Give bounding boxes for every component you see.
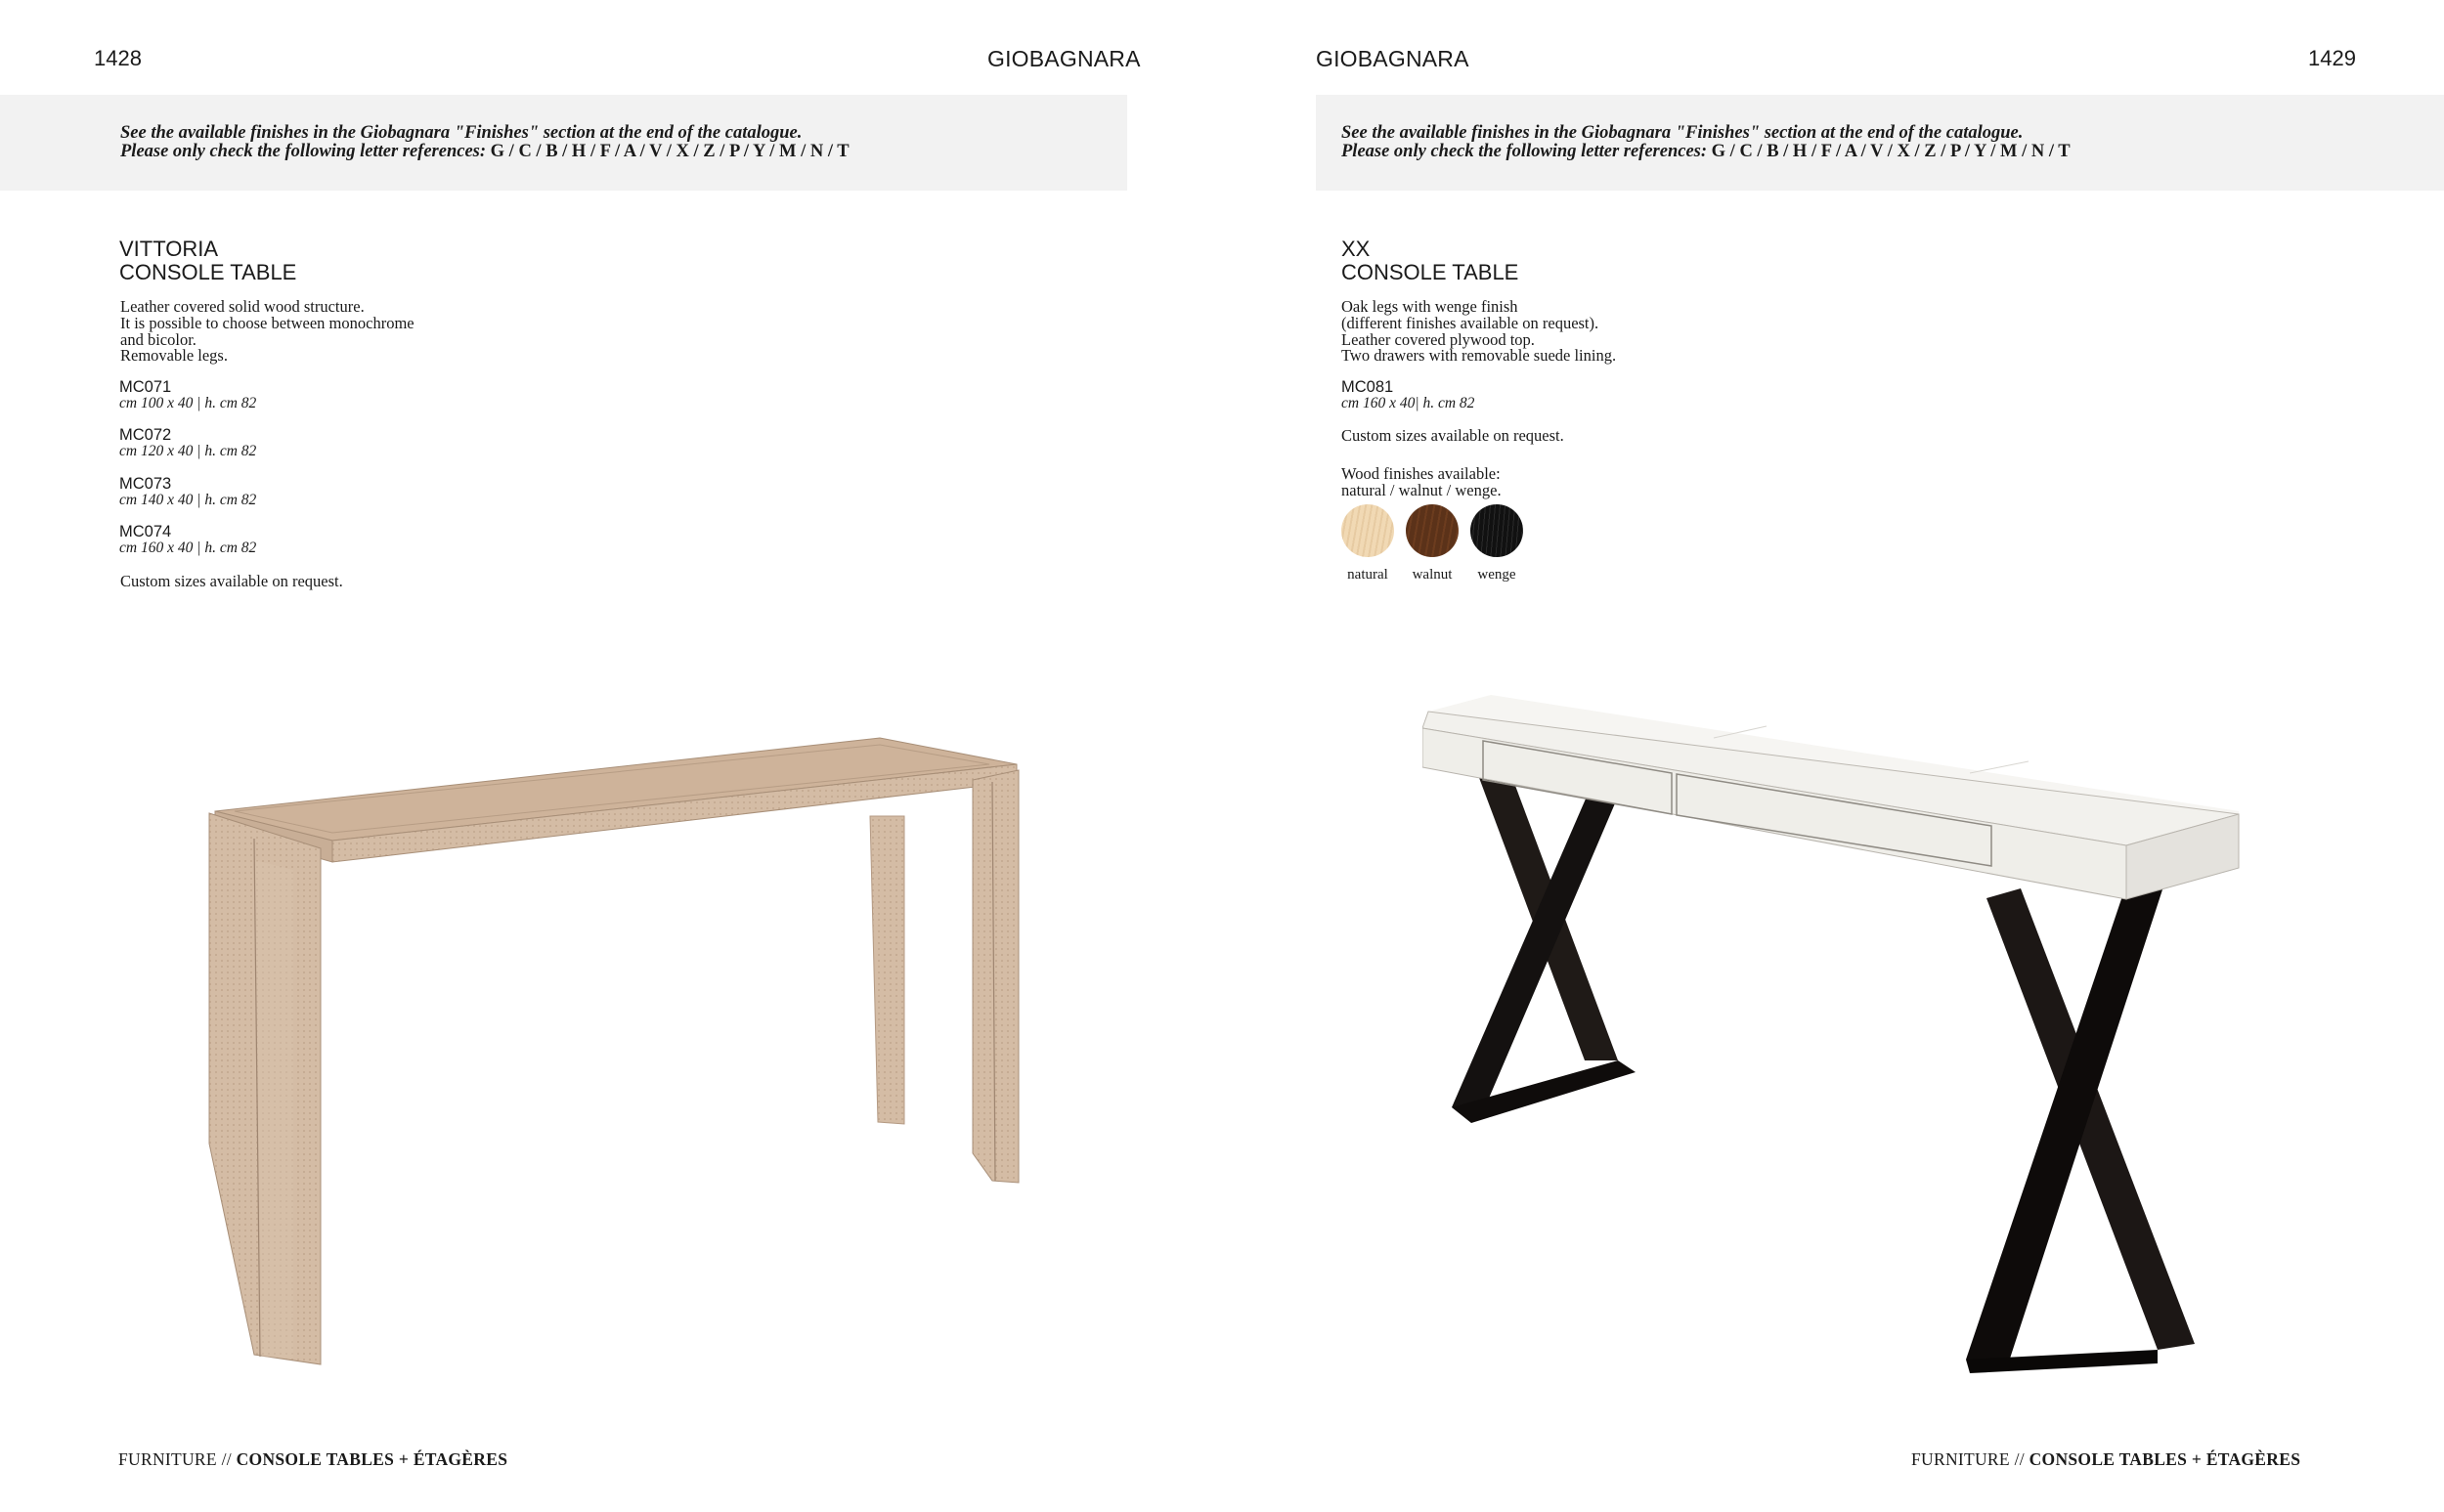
description-line: Removable legs. <box>120 346 228 366</box>
variant-mc074 <box>119 524 256 556</box>
product-type: CONSOLE TABLE <box>119 260 297 284</box>
brand-name-left: GIOBAGNARA <box>987 46 1141 71</box>
product-name: XX <box>1341 237 1371 261</box>
footer-category: FURNITURE // <box>118 1449 232 1469</box>
variant-code: MC074 <box>119 523 172 540</box>
wood-finishes-list: natural / walnut / wenge. <box>1341 480 1502 499</box>
product-title-xx <box>1341 238 1518 284</box>
variant-code: MC072 <box>119 426 172 444</box>
description-line: and bicolor. <box>120 329 196 349</box>
finishes-note-line1: See the available finishes in the Giobagnara "Finishes" section at the end of the catalogue. <box>1341 123 2024 143</box>
product-name: VITTORIA <box>119 237 219 261</box>
variant-dimensions: cm 100 x 40 | h. cm 82 <box>119 395 257 411</box>
variant-dimensions: cm 160 x 40 | h. cm 82 <box>119 540 257 556</box>
finishes-note-line2-bold: letter references: <box>360 142 487 161</box>
variant-mc073 <box>119 476 256 508</box>
swatch-label-wenge: wenge <box>1477 567 1516 583</box>
variant-mc072 <box>119 427 256 459</box>
variant-dimensions: cm 160 x 40| h. cm 82 <box>1341 395 1475 411</box>
brand-name-right: GIOBAGNARA <box>1316 46 1469 71</box>
description-line: (different finishes available on request). <box>1341 313 1599 332</box>
finishes-note-left <box>120 124 1117 161</box>
footer-category: FURNITURE // <box>1911 1449 2025 1469</box>
swatch-label-natural: natural <box>1347 567 1388 583</box>
page-number-left: 1428 <box>94 46 142 70</box>
product-description-vittoria <box>120 299 415 365</box>
product-description-xx <box>1341 299 1616 365</box>
footer-section: CONSOLE TABLES + ÉTAGÈRES <box>236 1449 508 1469</box>
swatch-walnut <box>1406 504 1459 557</box>
footer-right <box>1911 1449 2300 1470</box>
description-line: It is possible to choose between monochrome <box>120 313 415 332</box>
footer-section: CONSOLE TABLES + ÉTAGÈRES <box>2029 1449 2301 1469</box>
variant-dimensions: cm 120 x 40 | h. cm 82 <box>119 443 257 459</box>
variant-mc081 <box>1341 379 1474 411</box>
custom-sizes-note-left: Custom sizes available on request. <box>120 572 343 590</box>
description-line: Two drawers with removable suede lining. <box>1341 346 1617 366</box>
variant-code: MC073 <box>119 475 172 493</box>
swatch-wenge <box>1470 504 1523 557</box>
finishes-note-line2-bold: letter references: <box>1581 142 1708 161</box>
finishes-note-line1: See the available finishes in the Giobagnara "Finishes" section at the end of the catalogue. <box>120 123 803 143</box>
variant-code: MC071 <box>119 378 172 396</box>
product-title-vittoria <box>119 238 296 284</box>
wood-finishes-info <box>1341 466 1502 499</box>
description-line: Leather covered plywood top. <box>1341 329 1535 349</box>
swatch-label-walnut: walnut <box>1412 567 1453 583</box>
description-line: Leather covered solid wood structure. <box>120 297 365 316</box>
product-type: CONSOLE TABLE <box>1341 260 1519 284</box>
finishes-note-line2-prefix: Please only check the following <box>120 142 361 161</box>
page-number-right: 1429 <box>2308 46 2356 70</box>
vittoria-console-image <box>196 723 1056 1368</box>
custom-sizes-note-right: Custom sizes available on request. <box>1341 426 1564 445</box>
finishes-letters: G / C / B / H / F / A / V / X / Z / P / Y / M / N / T <box>1711 142 2071 161</box>
swatch-natural <box>1341 504 1394 557</box>
variant-code: MC081 <box>1341 378 1394 396</box>
footer-left <box>118 1449 507 1470</box>
variant-mc071 <box>119 379 256 411</box>
wood-finishes-title: Wood finishes available: <box>1341 464 1501 483</box>
finishes-note-right <box>1341 124 2338 161</box>
xx-console-image <box>1422 689 2244 1373</box>
finishes-note-line2-prefix: Please only check the following <box>1341 142 1582 161</box>
variant-dimensions: cm 140 x 40 | h. cm 82 <box>119 492 257 508</box>
finishes-letters: G / C / B / H / F / A / V / X / Z / P / Y / M / N / T <box>490 142 850 161</box>
description-line: Oak legs with wenge finish <box>1341 297 1518 316</box>
